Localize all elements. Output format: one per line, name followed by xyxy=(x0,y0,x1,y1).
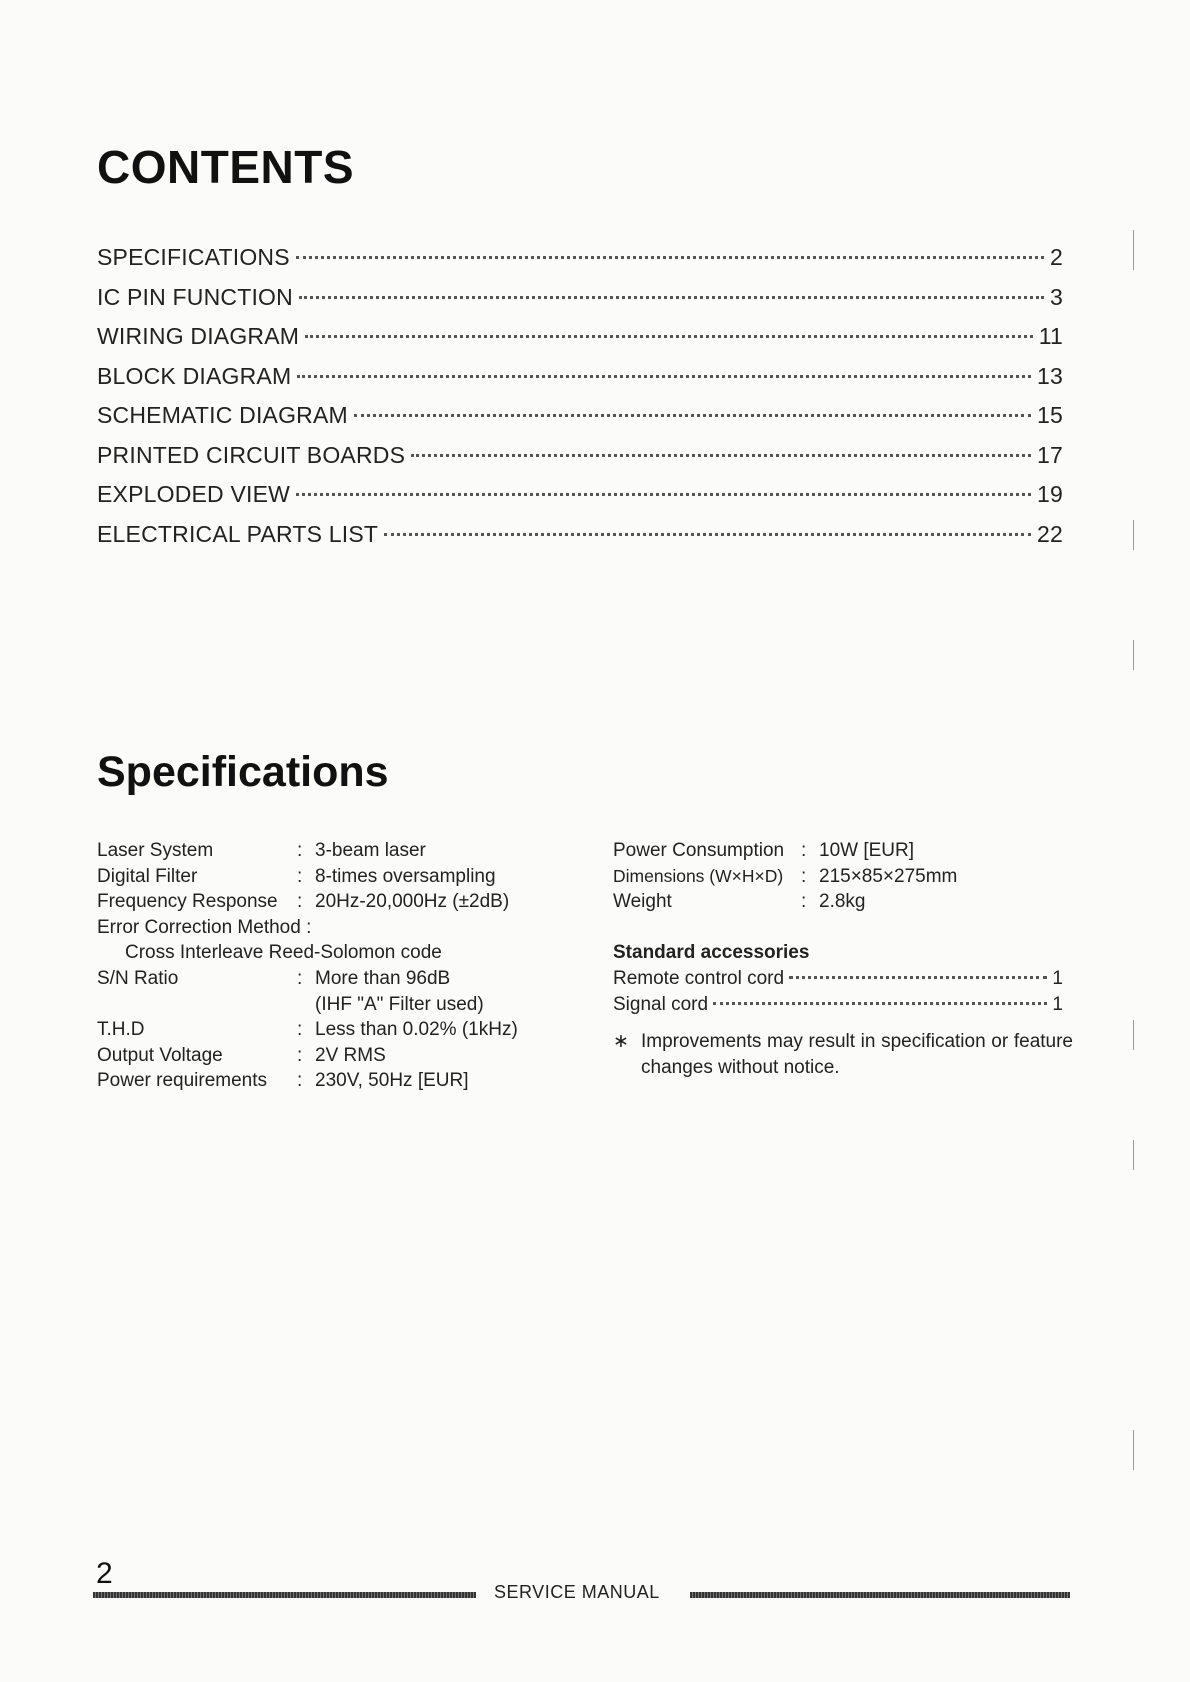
specifications-left-column xyxy=(97,838,567,1094)
footer-rule-right xyxy=(690,1592,1070,1598)
spec-row-thd xyxy=(97,1017,567,1043)
spec-row-power-consumption xyxy=(613,838,1083,864)
scan-margin-mark xyxy=(1133,1140,1134,1170)
spec-label: Power Consumption xyxy=(613,840,785,861)
toc-entry-page: 13 xyxy=(1037,362,1063,389)
spec-colon: : xyxy=(801,865,807,887)
toc-leader-dots xyxy=(305,335,1033,338)
toc-entry-label: PRINTED CIRCUIT BOARDS xyxy=(97,441,406,468)
accessory-label: Signal cord xyxy=(613,993,709,1015)
footer-title: SERVICE MANUAL xyxy=(494,1582,660,1602)
spec-label: Laser System xyxy=(97,840,214,861)
toc-entry-page: 15 xyxy=(1037,402,1063,428)
accessory-leader-dots xyxy=(789,976,1047,979)
note-asterisk: ∗ xyxy=(613,1031,629,1053)
note-text: Improvements may result in specification or feature changes without notice. xyxy=(641,1031,1073,1078)
spec-label: Error Correction Method : xyxy=(97,916,312,938)
accessory-qty: 1 xyxy=(1052,967,1063,989)
spec-label: S/N Ratio xyxy=(97,967,179,989)
spec-label: Frequency Response xyxy=(97,891,278,913)
spec-label: T.H.D xyxy=(97,1019,145,1041)
toc-leader-dots xyxy=(299,296,1044,299)
toc-entry-page: 2 xyxy=(1050,244,1063,270)
spec-row-power-requirements xyxy=(97,1068,567,1094)
spec-value: 2V RMS xyxy=(315,1044,386,1066)
spec-colon: : xyxy=(297,891,303,913)
accessory-item-signal-cord xyxy=(613,992,1063,1018)
spec-label: Dimensions (W×H×D) xyxy=(613,865,784,886)
footer-rule-left xyxy=(93,1592,476,1598)
toc-leader-dots xyxy=(411,454,1031,457)
specifications-heading: Specifications xyxy=(97,748,389,796)
contents-heading: CONTENTS xyxy=(97,141,354,193)
spec-row-output-voltage xyxy=(97,1043,567,1069)
toc-entry-label: BLOCK DIAGRAM xyxy=(97,362,292,389)
toc-entry-label: WIRING DIAGRAM xyxy=(97,323,300,349)
scan-margin-mark xyxy=(1133,1020,1134,1050)
toc-entry-printed-circuit-boards xyxy=(97,442,1063,482)
spec-value: 3-beam laser xyxy=(315,840,426,861)
spec-colon: : xyxy=(297,1019,303,1041)
toc-entry-exploded-view xyxy=(97,481,1063,521)
spec-colon: : xyxy=(297,1044,303,1066)
spec-row-dimensions xyxy=(613,864,1083,890)
spec-value: 20Hz-20,000Hz (±2dB) xyxy=(315,891,510,913)
toc-entry-page: 22 xyxy=(1037,520,1063,547)
accessory-item-remote-control-cord xyxy=(613,966,1063,992)
spec-label: Digital Filter xyxy=(97,865,198,887)
toc-entry-label: SPECIFICATIONS xyxy=(97,244,290,270)
spec-value: Less than 0.02% (1kHz) xyxy=(315,1019,518,1041)
spec-colon: : xyxy=(801,840,807,861)
spec-row-sn-ratio-note xyxy=(97,992,567,1018)
toc-entry-page: 3 xyxy=(1050,283,1063,310)
toc-entry-wiring-diagram xyxy=(97,323,1063,363)
scan-margin-mark xyxy=(1133,230,1134,270)
spec-row-laser-system xyxy=(97,838,567,864)
spec-label: Output Voltage xyxy=(97,1044,223,1066)
toc-entry-label: ELECTRICAL PARTS LIST xyxy=(97,520,379,547)
spec-label: Power requirements xyxy=(97,1070,268,1092)
spec-value: 2.8kg xyxy=(819,891,866,913)
spec-colon: : xyxy=(297,840,303,861)
spec-colon: : xyxy=(297,1070,303,1092)
spec-colon: : xyxy=(801,891,807,913)
spec-value: 8-times oversampling xyxy=(315,865,496,887)
toc-entry-label: SCHEMATIC DIAGRAM xyxy=(97,402,348,428)
spec-colon: : xyxy=(297,967,303,989)
accessories-heading: Standard accessories xyxy=(613,942,810,964)
toc-leader-dots xyxy=(384,533,1031,536)
toc-leader-dots xyxy=(296,493,1031,496)
spec-value: 230V, 50Hz [EUR] xyxy=(315,1070,469,1092)
toc-entry-electrical-parts-list xyxy=(97,521,1063,561)
toc-leader-dots xyxy=(296,256,1044,259)
toc-entry-schematic-diagram xyxy=(97,402,1063,442)
scan-margin-mark xyxy=(1133,1430,1134,1470)
spec-value: 10W [EUR] xyxy=(819,840,915,861)
spec-row-frequency-response xyxy=(97,889,567,915)
toc-entry-ic-pin-function xyxy=(97,284,1063,324)
toc-entry-label: EXPLODED VIEW xyxy=(97,481,291,507)
spec-value-error-correction: Cross Interleave Reed-Solomon code xyxy=(125,942,442,964)
toc-entry-page: 11 xyxy=(1038,323,1063,349)
accessory-label: Remote control cord xyxy=(613,967,785,989)
spec-row-digital-filter xyxy=(97,864,567,890)
spec-row-error-correction xyxy=(97,915,567,941)
toc-entry-page: 19 xyxy=(1037,481,1063,507)
toc-entry-page: 17 xyxy=(1037,441,1063,468)
toc-leader-dots xyxy=(354,414,1031,417)
accessory-qty: 1 xyxy=(1052,993,1063,1015)
spec-label: Weight xyxy=(613,891,672,913)
toc-entry-label: IC PIN FUNCTION xyxy=(97,283,293,310)
page-number: 2 xyxy=(96,1557,113,1590)
accessory-leader-dots xyxy=(713,1002,1047,1005)
toc-entry-specifications xyxy=(97,244,1063,284)
spec-value: 215×85×275mm xyxy=(819,865,958,887)
spec-value: More than 96dB xyxy=(315,967,451,989)
toc-entry-block-diagram xyxy=(97,363,1063,403)
improvements-note xyxy=(613,1029,1073,1080)
spec-value: (IHF "A" Filter used) xyxy=(315,993,484,1015)
scan-margin-mark xyxy=(1133,640,1134,670)
spec-row-sn-ratio xyxy=(97,966,567,992)
toc-leader-dots xyxy=(297,375,1031,378)
table-of-contents xyxy=(97,244,1063,560)
spec-row-weight xyxy=(613,889,1083,915)
scan-margin-mark xyxy=(1133,520,1134,550)
specifications-right-column xyxy=(613,838,1083,1080)
spec-colon: : xyxy=(297,865,303,887)
